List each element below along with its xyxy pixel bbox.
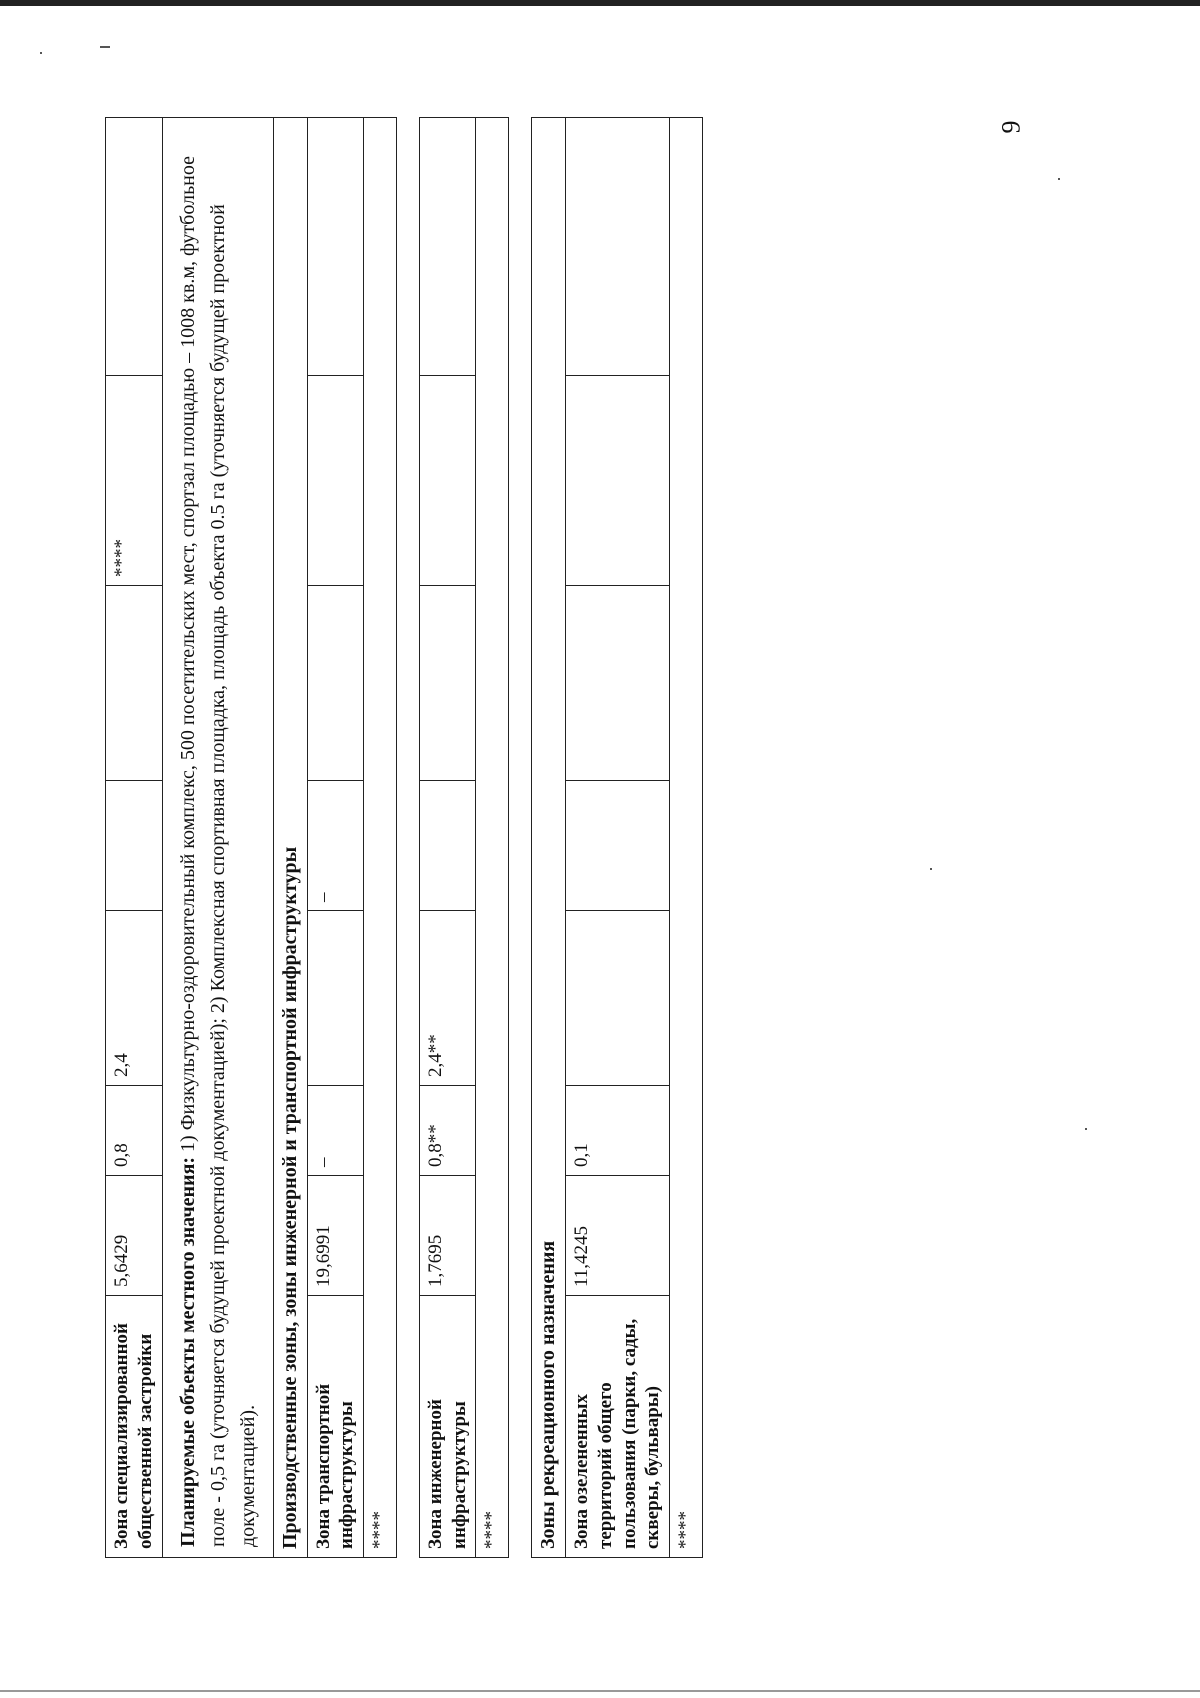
zone-cell: Зона инженерной инфраструктуры bbox=[419, 1296, 476, 1558]
scan-speck bbox=[930, 868, 932, 870]
table-row-transport bbox=[307, 118, 364, 1558]
section-title: Зоны рекреационного назначения bbox=[532, 118, 566, 1558]
scan-top-edge bbox=[0, 0, 1200, 6]
value-cell: – bbox=[307, 781, 364, 911]
value-cell bbox=[307, 586, 364, 781]
planned-objects-note bbox=[162, 118, 273, 1558]
value-cell: 0,8** bbox=[419, 1086, 476, 1176]
value-cell bbox=[419, 376, 476, 586]
value-cell bbox=[566, 781, 670, 911]
value-cell bbox=[566, 911, 670, 1086]
table-row-engineering bbox=[419, 118, 476, 1558]
stars-row bbox=[364, 118, 397, 1558]
scan-speck bbox=[1058, 178, 1060, 180]
note-text: 1) Физкультурно-оздоровительный комплекс, 500 посетительских мест, спортзал площадью – 1008 кв.м, футбольное поле - 0,5 га (уточняется будущей проектной документацией); 2) Комплексная спортивная площадка, площадь объекта 0.5 га (уточняется будущей проектной документацией). bbox=[176, 155, 259, 1547]
value-cell bbox=[106, 586, 163, 781]
scan-speck bbox=[40, 52, 42, 54]
value-cell bbox=[566, 376, 670, 586]
value-cell: 0,1 bbox=[566, 1086, 670, 1176]
value-cell: 0,8 bbox=[106, 1086, 163, 1176]
spacer-row bbox=[509, 118, 532, 1558]
zone-cell: Зона озелененных территорий общего пользования (парки, сады, скверы, бульвары) bbox=[566, 1296, 670, 1558]
footnote-stars: **** bbox=[670, 118, 703, 1558]
value-cell: 2,4** bbox=[419, 911, 476, 1086]
area-cell: 5,6429 bbox=[106, 1176, 163, 1296]
value-cell bbox=[307, 911, 364, 1086]
scan-speck bbox=[100, 46, 110, 48]
page-number: 9 bbox=[996, 120, 1026, 134]
scan-speck bbox=[1085, 1128, 1087, 1130]
section-header-production bbox=[273, 118, 307, 1558]
empty-cell bbox=[106, 118, 163, 376]
empty-cell bbox=[419, 118, 476, 376]
planned-objects-note-row bbox=[162, 118, 273, 1558]
area-cell: 19,6991 bbox=[307, 1176, 364, 1296]
rotated-document-table bbox=[105, 118, 795, 1558]
zone-cell: Зона специализированной общественной застройки bbox=[106, 1296, 163, 1558]
stars-row bbox=[476, 118, 509, 1558]
scan-bottom-edge bbox=[0, 1690, 1200, 1692]
empty-cell bbox=[566, 118, 670, 376]
footnote-stars: **** bbox=[476, 118, 509, 1558]
value-cell bbox=[419, 586, 476, 781]
value-cell: 2,4 bbox=[106, 911, 163, 1086]
area-cell: 1,7695 bbox=[419, 1176, 476, 1296]
zones-table bbox=[105, 117, 703, 1558]
zone-cell: Зона транспортной инфраструктуры bbox=[307, 1296, 364, 1558]
value-cell bbox=[307, 376, 364, 586]
section-header-recreation bbox=[532, 118, 566, 1558]
footnote-stars: **** bbox=[364, 118, 397, 1558]
section-title: Производственные зоны, зоны инженерной и транспортной инфраструктуры bbox=[273, 118, 307, 1558]
value-cell bbox=[566, 586, 670, 781]
table-row-green bbox=[566, 118, 670, 1558]
value-cell bbox=[419, 781, 476, 911]
value-cell: **** bbox=[106, 376, 163, 586]
table-row-specialized bbox=[106, 118, 163, 1558]
value-cell bbox=[106, 781, 163, 911]
value-cell: – bbox=[307, 1086, 364, 1176]
note-label: Планируемые объекты местного значения: bbox=[176, 1156, 199, 1547]
area-cell: 11,4245 bbox=[566, 1176, 670, 1296]
empty-cell bbox=[307, 118, 364, 376]
stars-row bbox=[670, 118, 703, 1558]
spacer-row bbox=[396, 118, 419, 1558]
